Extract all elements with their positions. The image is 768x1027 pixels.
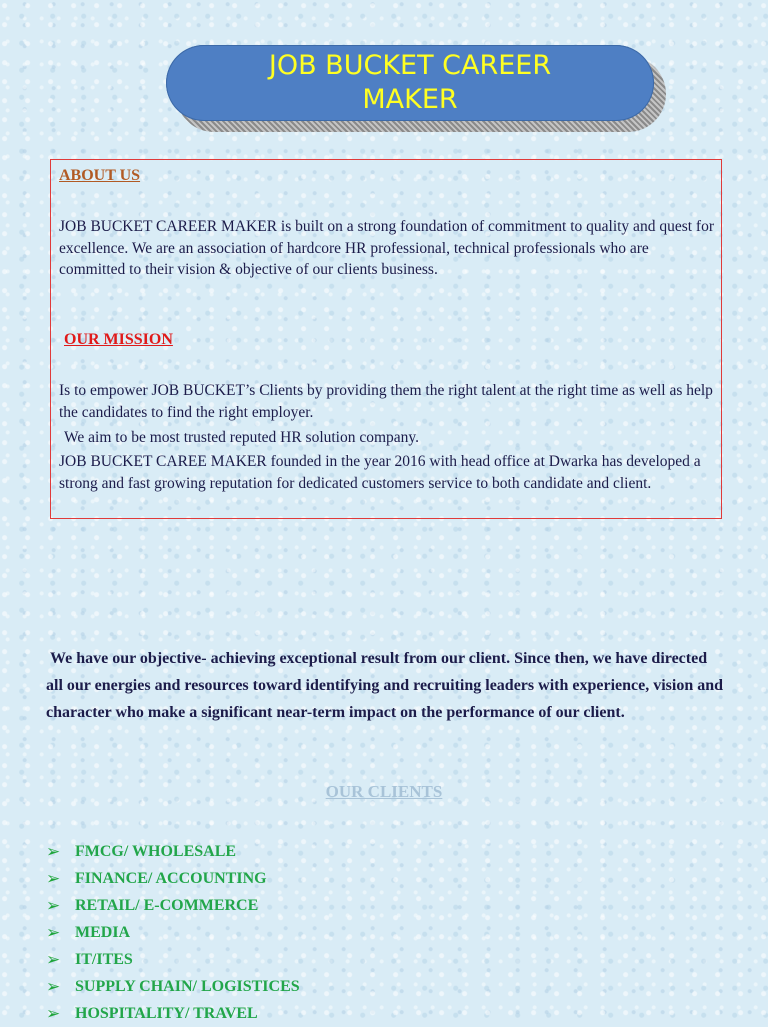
arrow-bullet-icon: ➢	[46, 841, 61, 862]
mission-paragraph-2: We aim to be most trusted reputed HR solution company.	[64, 429, 420, 446]
client-label: FINANCE/ ACCOUNTING	[75, 869, 267, 887]
client-list-item	[46, 892, 300, 919]
clients-heading: OUR CLIENTS	[325, 782, 443, 801]
about-paragraph: JOB BUCKET CAREER MAKER is built on a strong foundation of commitment to quality and quest for excellence. We are an association of hardcore HR professional, technical professionals who are committed to their vision & objective of our clients business.	[59, 218, 714, 278]
title-banner	[166, 45, 654, 121]
objective-paragraph	[46, 645, 726, 726]
arrow-bullet-icon: ➢	[46, 922, 61, 943]
arrow-bullet-icon: ➢	[46, 1003, 61, 1024]
arrow-bullet-icon: ➢	[46, 868, 61, 889]
mission-paragraph-1: Is to empower JOB BUCKET’s Clients by providing them the right talent at the right time as well as help the candidates to find the right employer.	[59, 382, 713, 421]
objective-text: We have our objective- achieving exceptional result from our client. Since then, we have directed all our energies and resources toward identifying and recruiting leaders with experience, vision and character who make a significant near-term impact on the performance of our client.	[46, 650, 724, 721]
mission-paragraph-3: JOB BUCKET CAREE MAKER founded in the year 2016 with head office at Dwarka has developed a strong and fast growing reputation for dedicated customers service to both candidate and client.	[59, 453, 701, 492]
client-label: IT/ITES	[75, 950, 133, 968]
client-list-item	[46, 973, 300, 1000]
client-label: FMCG/ WHOLESALE	[75, 842, 237, 860]
mission-heading: OUR MISSION	[64, 331, 173, 348]
client-list-item	[46, 946, 300, 973]
client-list-item	[46, 838, 300, 865]
arrow-bullet-icon: ➢	[46, 895, 61, 916]
arrow-bullet-icon: ➢	[46, 949, 61, 970]
client-list-item	[46, 919, 300, 946]
client-label: MEDIA	[75, 923, 131, 941]
about-heading: ABOUT US	[59, 167, 141, 184]
page-title: JOB BUCKET CAREER MAKER	[268, 50, 552, 115]
clients-list	[46, 838, 300, 1027]
client-label: HOSPITALITY/ TRAVEL	[75, 1004, 258, 1022]
client-list-item	[46, 1000, 300, 1027]
client-label: SUPPLY CHAIN/ LOGISTICES	[75, 977, 300, 995]
client-label: RETAIL/ E-COMMERCE	[75, 896, 259, 914]
client-list-item	[46, 865, 300, 892]
arrow-bullet-icon: ➢	[46, 976, 61, 997]
